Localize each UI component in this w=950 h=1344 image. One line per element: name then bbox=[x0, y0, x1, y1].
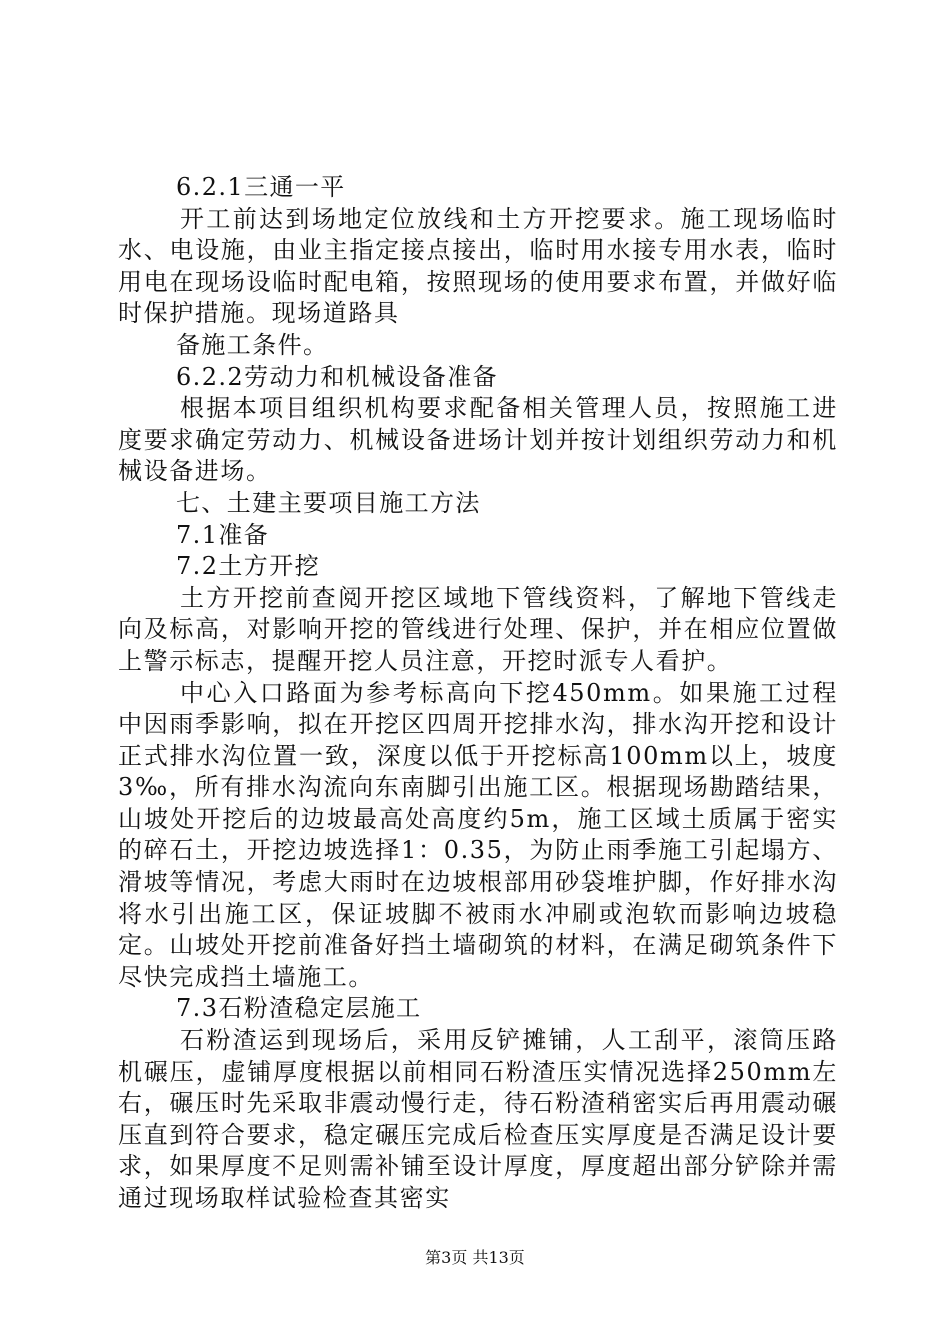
paragraph-continuation: 备施工条件。 bbox=[176, 330, 329, 359]
section-heading-6-2-1: 6.2.1三通一平 bbox=[176, 173, 346, 201]
section-heading-7-1: 7.1准备 bbox=[176, 520, 270, 549]
paragraph: 中心入口路面为参考标高向下挖450mm。如果施工过程中因雨季影响，拟在开挖区四周开挖排水沟，排水沟开挖和设计正式排水沟位置一致，深度以低于开挖标高100mm以上，坡度3‰，所有排水沟流向东南脚引出施工区。根据现场勘踏结果，山坡处开挖后的边坡最高处高度约5m，施工区域土质属于密实的碎石土，开挖边坡选择1：0.35，为防止雨季施工引起塌方、滑坡等情况，考虑大雨时在边坡根部用砂袋堆护脚，作好排水沟将水引出施工区，保证坡脚不被雨水冲刷或泡软而影响边坡稳定。山坡处开挖前准备好挡土墙砌筑的材料，在满足砌筑条件下尽快完成挡土墙施工。 bbox=[118, 678, 838, 991]
paragraph: 土方开挖前查阅开挖区域地下管线资料，了解地下管线走向及标高，对影响开挖的管线进行处理、保护，并在相应位置做上警示标志，提醒开挖人员注意，开挖时派专人看护。 bbox=[118, 583, 838, 675]
paragraph: 开工前达到场地定位放线和土方开挖要求。施工现场临时水、电设施，由业主指定接点接出，临时用水接专用水表，临时用电在现场设临时配电箱，按照现场的使用要求布置，并做好临时保护措施。现场道路具 bbox=[118, 204, 838, 328]
section-heading-7-3: 7.3石粉渣稳定层施工 bbox=[176, 994, 422, 1023]
paragraph: 石粉渣运到现场后，采用反铲摊铺，人工刮平，滚筒压路机碾压，虚铺厚度根据以前相同石粉渣压实情况选择250mm左右，碾压时先采取非震动慢行走，待石粉渣稍密实后再用震动碾压直到符合要求，稳定碾压完成后检查压实厚度是否满足设计要求，如果厚度不足则需补铺至设计厚度，厚度超出部分铲除并需通过现场取样试验检查其密实 bbox=[118, 1026, 838, 1212]
chapter-heading-7: 七、土建主要项目施工方法 bbox=[176, 488, 481, 517]
paragraph: 根据本项目组织机构要求配备相关管理人员，按照施工进度要求确定劳动力、机械设备进场计划并按计划组织劳动力和机械设备进场。 bbox=[118, 394, 838, 486]
section-heading-6-2-2: 6.2.2劳动力和机械设备准备 bbox=[176, 362, 499, 391]
section-heading-7-2: 7.2土方开挖 bbox=[176, 552, 320, 581]
page-number-footer: 第3页 共13页 bbox=[425, 1248, 525, 1267]
document-body bbox=[118, 172, 838, 1215]
